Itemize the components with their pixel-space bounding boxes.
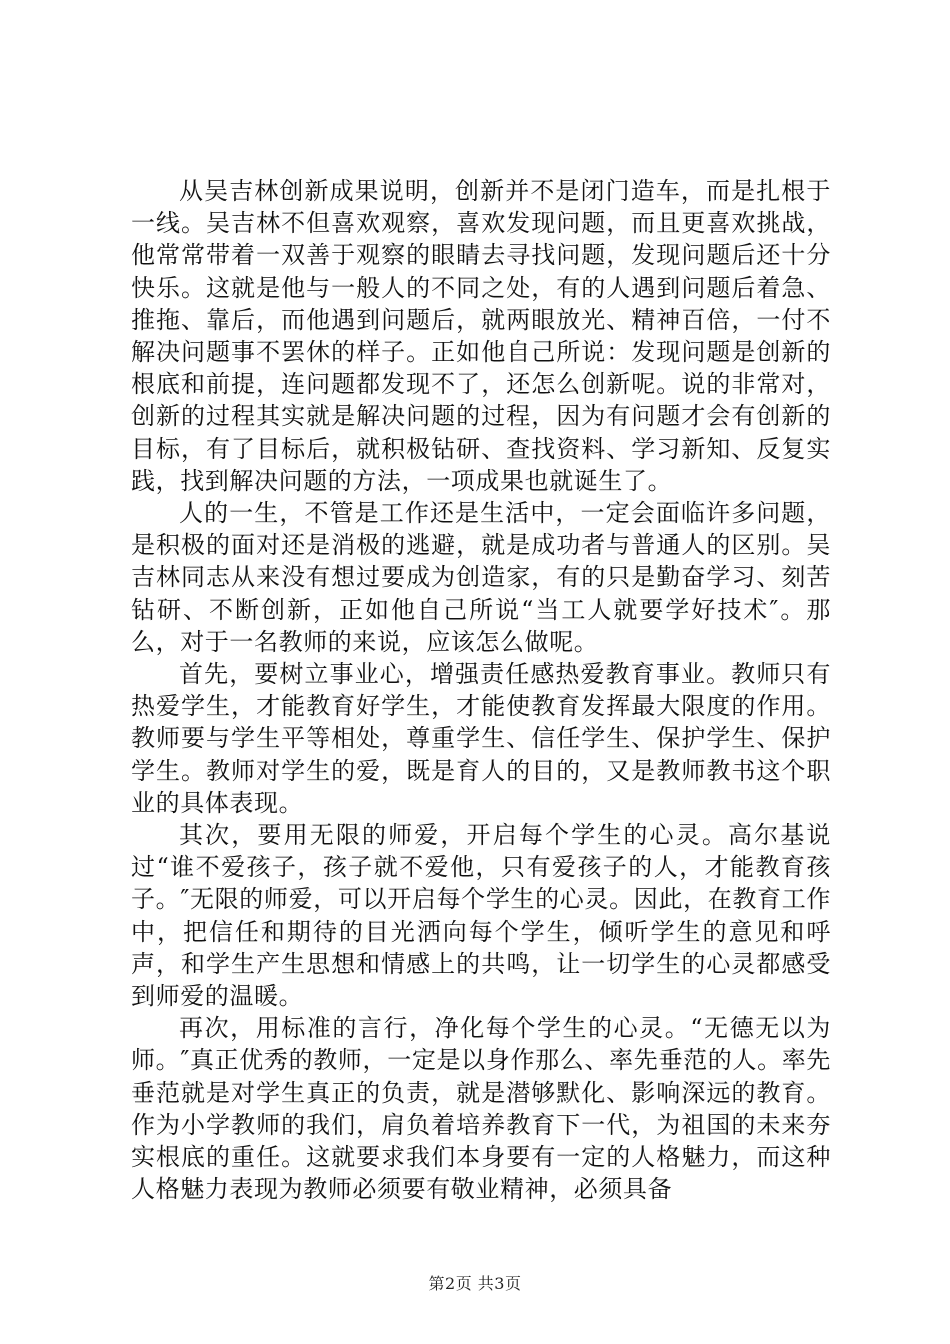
paragraph-innovation-origin: 从吴吉林创新成果说明，创新并不是闭门造车，而是扎根于一线。吴吉林不但喜欢观察，喜欢发现问题，而且更喜欢挑战，他常常带着一双善于观察的眼睛去寻找问题，发现问题后还十分快乐。这就是他与一般人的不同之处，有的人遇到问题后着急、推拖、靠后，而他遇到问题后，就两眼放光、精神百倍，一付不解决问题事不罢休的样子。正如他自己所说：发现问题是创新的根底和前提，连问题都发现不了，还怎么创新呢。说的非常对，创新的过程其实就是解决问题的过程，因为有问题才会有创新的目标，有了目标后，就积极钻研、查找资料、学习新知、反复实践，找到解决问题的方法，一项成果也就诞生了。 xyxy=(131,177,831,495)
document-body xyxy=(131,175,831,1206)
paragraph-third-role-model: 再次，用标准的言行，净化每个学生的心灵。“无德无以为师。″真正优秀的教师，一定是以身作那么、率先垂范的人。率先垂范就是对学生真正的负责，就是潜够默化、影响深远的教育。作为小学教师的我们，肩负着培养教育下一代，为祖国的未来夯实根底的重任。这就要求我们本身要有一定的人格魅力，而这种人格魅力表现为教师必须要有敬业精神，必须具备 xyxy=(131,1014,831,1204)
paragraph-first-dedication: 首先，要树立事业心，增强责任感热爱教育事业。教师只有热爱学生，才能教育好学生，才能使教育发挥最大限度的作用。教师要与学生平等相处，尊重学生、信任学生、保护学生、保护学生。教师对学生的爱，既是育人的目的，又是教师教书这个职业的具体表现。 xyxy=(131,660,831,817)
page-number-footer: 第2页 共3页 xyxy=(428,1274,522,1293)
paragraph-life-problems: 人的一生，不管是工作还是生活中，一定会面临许多问题，是积极的面对还是消极的逃避，就是成功者与普通人的区别。吴吉林同志从来没有想过要成为创造家，有的只是勤奋学习、刻苦钻研、不断创新，正如他自己所说“当工人就要学好技术″。那么，对于一名教师的来说，应该怎么做呢。 xyxy=(131,499,831,656)
paragraph-second-teacher-love: 其次，要用无限的师爱，开启每个学生的心灵。高尔基说过“谁不爱孩子，孩子就不爱他，只有爱孩子的人，才能教育孩子。″无限的师爱，可以开启每个学生的心灵。因此，在教育工作中，把信任和期待的目光洒向每个学生，倾听学生的意见和呼声，和学生产生思想和情感上的共鸣，让一切学生的心灵都感受到师爱的温暖。 xyxy=(131,821,831,1011)
